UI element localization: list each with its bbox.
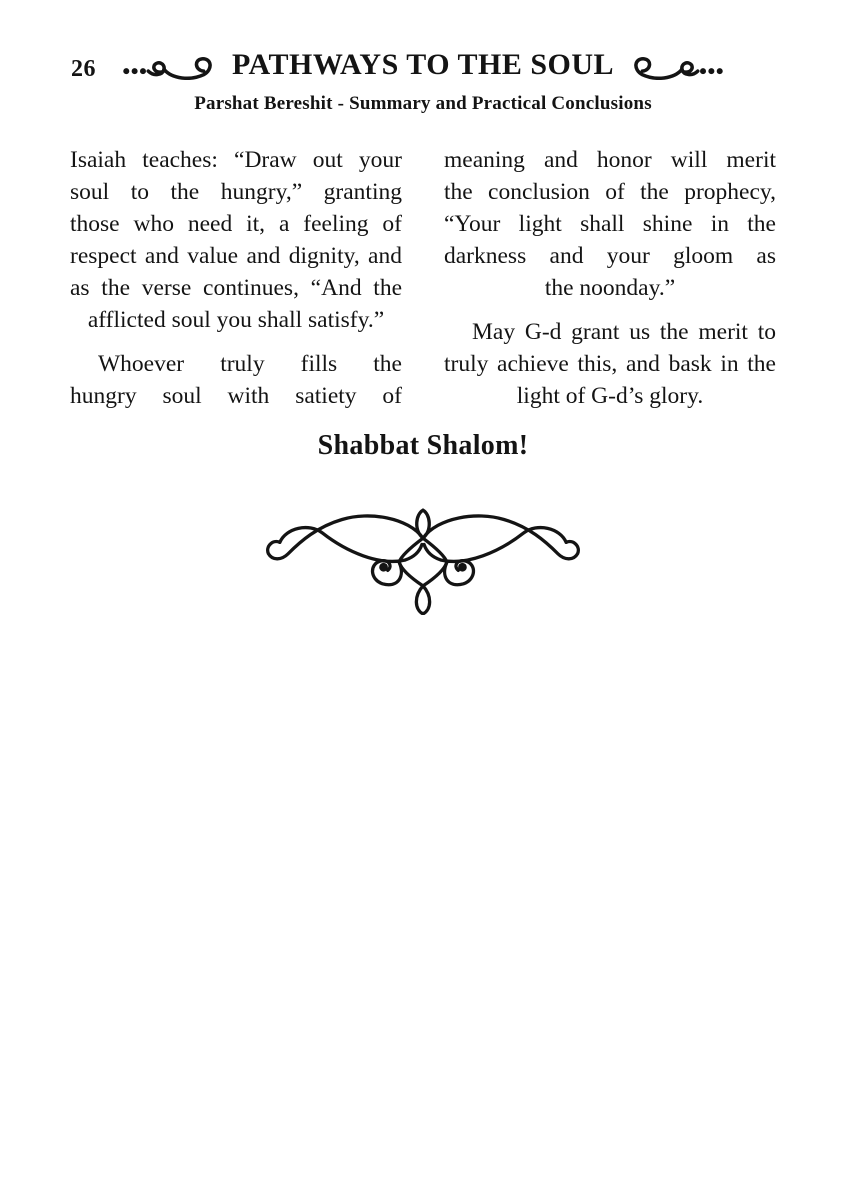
text-line: those who need it, a feeling of <box>70 211 402 237</box>
text-line: Isaiah teaches: “Draw out your <box>70 147 402 173</box>
footer-flourish-icon <box>257 507 589 615</box>
text-line: the conclusion of the prophecy, <box>444 179 776 205</box>
left-column <box>70 144 402 412</box>
page-title: PATHWAYS TO THE SOUL <box>231 48 615 81</box>
text-line: darkness and your gloom as <box>444 243 776 269</box>
page-subtitle: Parshat Bereshit - Summary and Practical Conclusions <box>194 93 652 114</box>
text-line: hungry soul with satiety of <box>70 383 402 409</box>
text-line: truly achieve this, and bask in the <box>444 351 776 377</box>
body-text <box>70 144 777 412</box>
page-header <box>0 48 846 82</box>
closing-blessing: Shabbat Shalom! <box>317 430 529 461</box>
page-number: 26 <box>71 56 96 82</box>
text-line: light of G-d’s glory. <box>516 383 704 409</box>
text-line: afflicted soul you shall satisfy.” <box>87 307 385 333</box>
header-flourish-left-icon <box>121 50 223 80</box>
text-line: meaning and honor will merit <box>444 147 776 173</box>
text-line: “Your light shall shine in the <box>444 211 776 237</box>
text-line: the noonday.” <box>544 275 676 301</box>
text-line: Whoever truly fills the <box>98 351 402 377</box>
text-line: May G-d grant us the merit to <box>472 319 776 345</box>
paragraph <box>70 144 402 336</box>
right-column <box>444 144 776 412</box>
footer-ornament-container <box>0 507 846 615</box>
text-line: respect and value and dignity, and <box>70 243 402 269</box>
text-line: soul to the hungry,” granting <box>70 179 402 205</box>
paragraph <box>444 144 776 304</box>
text-line: as the verse continues, “And the <box>70 275 402 301</box>
paragraph <box>444 316 776 412</box>
header-flourish-right-icon <box>623 50 725 80</box>
paragraph <box>70 348 402 412</box>
